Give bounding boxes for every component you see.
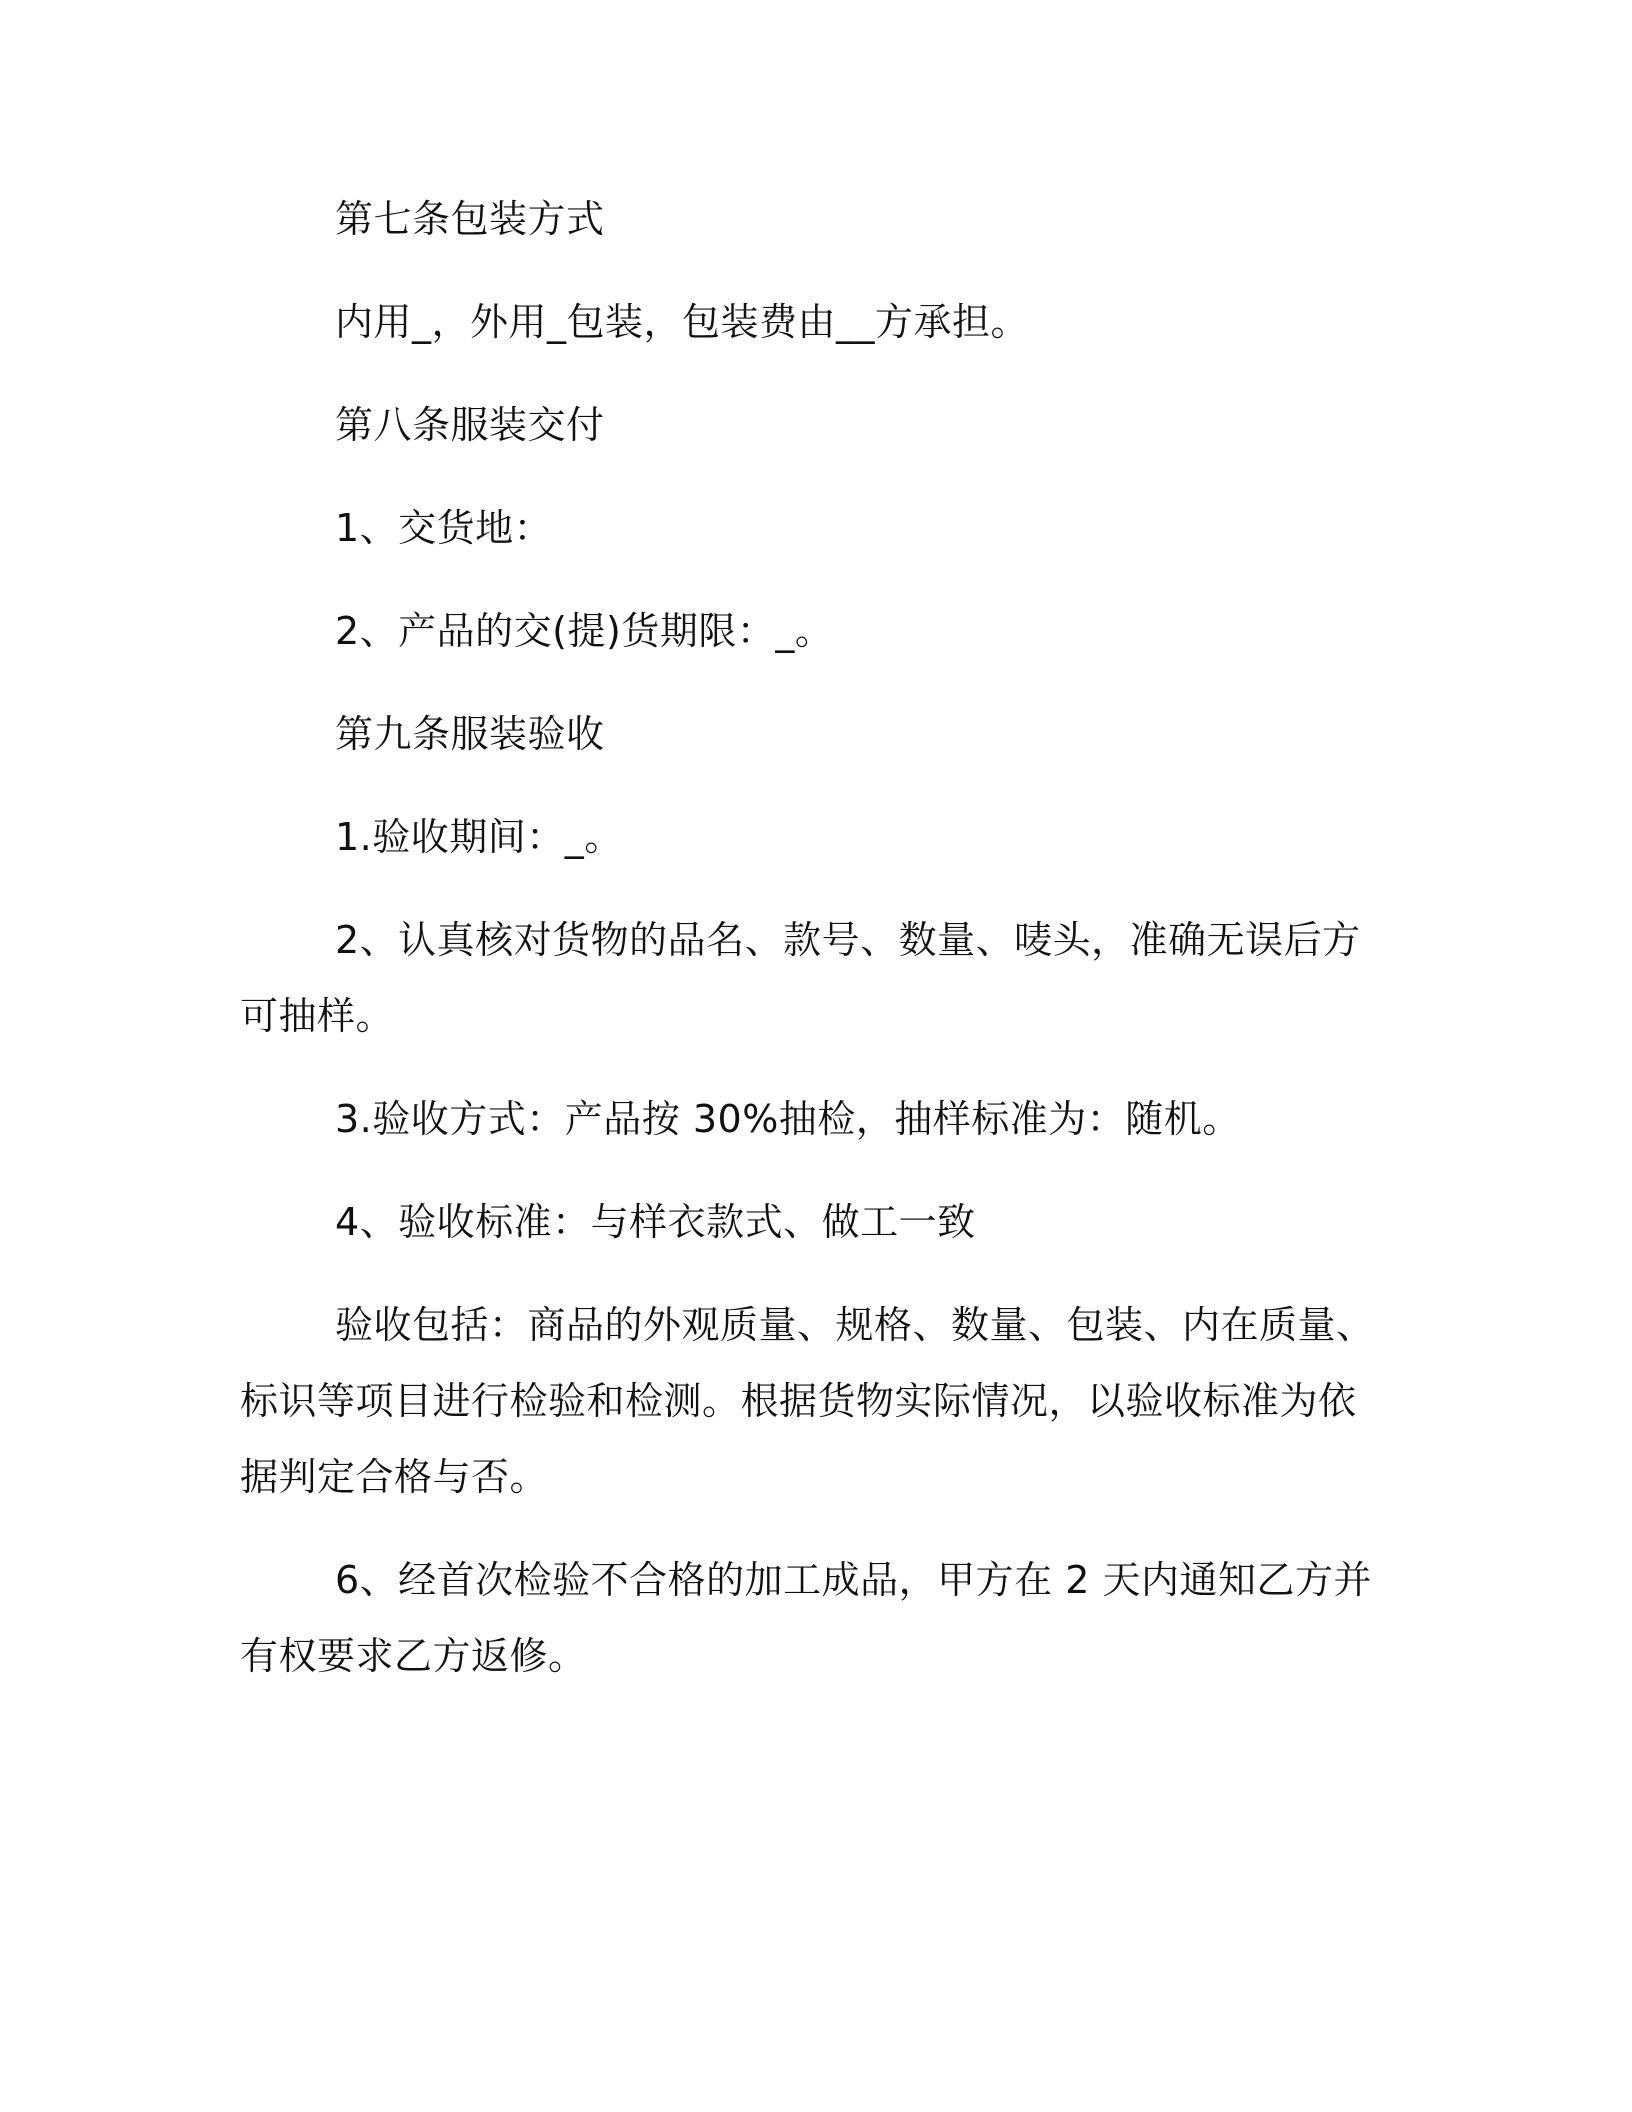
paragraph-inspection-period: 1.验收期间：_。	[335, 815, 623, 859]
paragraph-inspection-scope: 验收包括：商品的外观质量、规格、数量、包装、内在质量、标识等项目进行检验和检测。根据货物实际情况，以验收标准为依据判定合格与否。	[240, 1303, 1375, 1499]
paragraph-packaging: 内用_，外用_包装，包装费由__方承担。	[335, 300, 1030, 344]
paragraph-rework: 6、经首次检验不合格的加工成品，甲方在 2 天内通知乙方并有权要求乙方返修。	[240, 1558, 1373, 1678]
paragraph-delivery-place: 1、交货地：	[335, 506, 553, 550]
paragraph-inspection-standard: 4、验收标准：与样衣款式、做工一致	[335, 1200, 976, 1244]
heading-article-8: 第八条服装交付	[335, 403, 605, 447]
paragraph-check-goods: 2、认真核对货物的品名、款号、数量、唛头，准确无误后方可抽样。	[240, 918, 1361, 1038]
heading-article-7: 第七条包装方式	[335, 197, 605, 241]
paragraph-delivery-period: 2、产品的交(提)货期限：_。	[335, 609, 834, 653]
paragraph-inspection-method: 3.验收方式：产品按 30%抽检，抽样标准为：随机。	[335, 1097, 1241, 1141]
heading-article-9: 第九条服装验收	[335, 712, 605, 756]
